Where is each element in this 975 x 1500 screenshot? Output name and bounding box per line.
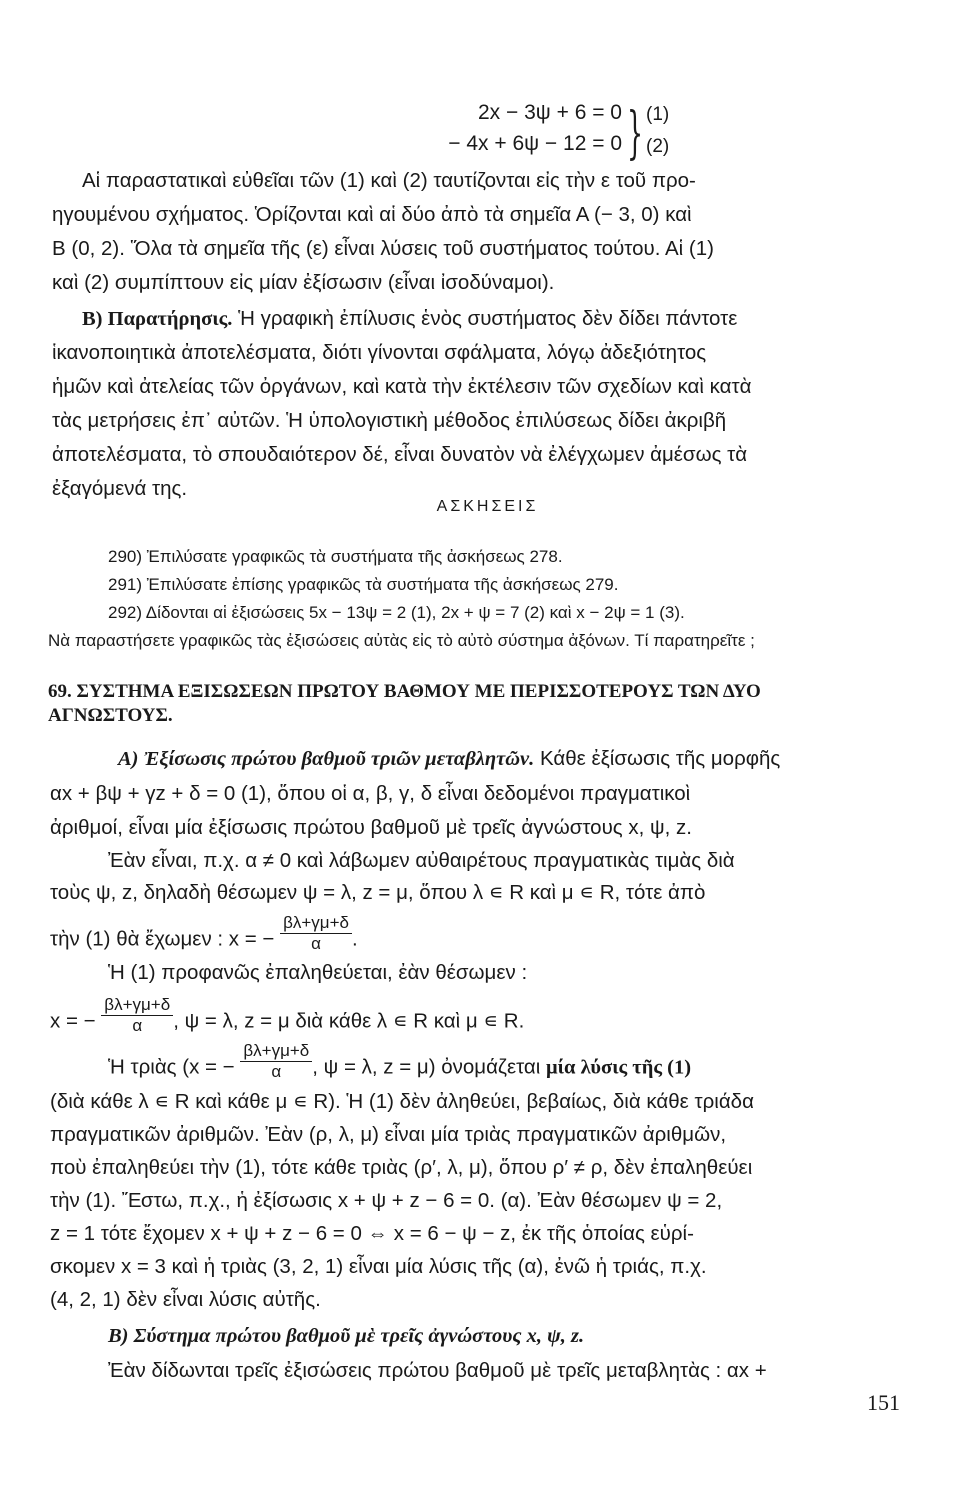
partB-line-1: Ἐὰν δίδωνται τρεῖς ἐξισώσεις πρώτου βαθμοῦ μὲ τρεῖς μεταβλητὰς : αx + — [108, 1359, 767, 1382]
partA-heading: Α) Ἐξίσωσις πρώτου βαθμοῦ τριῶν μεταβλητῶν. — [118, 748, 535, 770]
para2-first: Ἡ γραφικὴ ἐπίλυσις ἑνὸς συστήματος δὲν δίδει πάντοτε — [238, 307, 738, 330]
partA-line-9 — [108, 1041, 692, 1088]
right-brace-icon: } — [627, 101, 644, 166]
para2-line-6: ἐξαγόμενά της. — [52, 477, 188, 500]
para2-line-5: ἀποτελέσματα, τὸ σπουδαιότερον δέ, εἶναι δυνατὸν νὰ ἐλέγχωμεν ἀμέσως τὰ — [52, 443, 748, 466]
para2-line-4: τὰς μετρήσεις ἐπ᾽ αὐτῶν. Ἡ ὑπολογιστικὴ μέθοδος ἐπιλύσεως δίδει ἀκριβῆ — [52, 409, 727, 432]
para1-line-2: ηγουμένου σχήματος. Ὁρίζονται καὶ αἱ δύο ἀπὸ τὰ σημεῖα Α (− 3, 0) καὶ — [52, 203, 692, 226]
equation-system — [300, 100, 700, 170]
partA-line-3: ἀριθμοί, εἶναι μία ἐξίσωσις πρώτου βαθμοῦ μὲ τρεῖς ἀγνώστους x, ψ, z. — [50, 816, 692, 839]
exercises-title: ΑΣΚΗΣΕΙΣ — [436, 498, 539, 515]
exercise-292: 292) Δίδονται αἱ ἐξισώσεις 5x − 13ψ = 2 (1), 2x + ψ = 7 (2) καὶ x − 2ψ = 1 (3). — [108, 603, 685, 622]
fraction-3-denominator: α — [271, 1062, 282, 1081]
partA-line-6 — [50, 913, 358, 960]
para1-line-4: καὶ (2) συμπίπτουν εἰς μίαν ἐξίσωσιν (εἶναι ἰσοδύναμοι). — [52, 271, 555, 294]
partA-line-8 — [50, 995, 525, 1042]
equation-2: − 4x + 6ψ − 12 = 0 — [448, 132, 622, 155]
partA-line-11: πραγματικῶν ἀριθμῶν. Ἐὰν (ρ, λ, μ) εἶναι μία τριὰς πραγματικῶν ἀριθμῶν, — [50, 1123, 727, 1146]
para1-line-1: Αἱ παραστατικαὶ εὐθεῖαι τῶν (1) καὶ (2) ταυτίζονται εἰς τὴν ε τοῦ προ- — [82, 169, 696, 192]
partA-line-5: τοὺς ψ, z, δηλαδὴ θέσωμεν ψ = λ, z = μ, ὅπου λ ∊ R καὶ μ ∊ R, τότε ἀπὸ — [50, 881, 706, 904]
partA-line-8-post: , ψ = λ, z = μ διὰ κάθε λ ∊ R καὶ μ ∊ R. — [173, 1009, 525, 1033]
section-69-heading-line-1: 69. ΣΥΣΤΗΜΑ ΕΞΙΣΩΣΕΩΝ ΠΡΩΤΟΥ ΒΑΘΜΟΥ ΜΕ ΠΕΡΙΣΣΟΤΕΡΟΥΣ ΤΩΝ ΔΥΟ — [48, 681, 761, 702]
fraction-2-numerator: βλ+γμ+δ — [101, 996, 173, 1016]
partA-line-13: τὴν (1). Ἔστω, π.χ., ἡ ἐξίσωσις x + ψ + z − 6 = 0. (α). Ἐὰν θέσωμεν ψ = 2, — [50, 1189, 723, 1212]
fraction-2 — [101, 996, 173, 1036]
partA-line-8-pre: x = − — [50, 1009, 96, 1033]
partA-line-10: (διὰ κάθε λ ∊ R καὶ κάθε μ ∊ R). Ἡ (1) δὲν ἀληθεύει, βεβαίως, διὰ κάθε τριάδα — [50, 1090, 754, 1113]
fraction-3-numerator: βλ+γμ+δ — [240, 1042, 312, 1062]
partA-line-15: σκομεν x = 3 καὶ ἡ τριὰς (3, 2, 1) εἶναι μία λύσις τῆς (α), ἐνῶ ἡ τριάς, π.χ. — [50, 1255, 707, 1278]
para2-line-3: ἡμῶν καὶ ἀτελείας τῶν ὀργάνων, καὶ κατὰ τὴν ἐκτέλεσιν τῶν σχεδίων καὶ κατὰ — [52, 375, 752, 398]
partA-line-7: Ἡ (1) προφανῶς ἐπαληθεύεται, ἐὰν θέσωμεν : — [108, 961, 528, 984]
exercise-291: 291) Ἐπιλύσατε ἐπίσης γραφικῶς τὰ συστήματα τῆς ἀσκήσεως 279. — [108, 575, 619, 594]
section-69-heading-line-2: ΑΓΝΩΣΤΟΥΣ. — [48, 705, 173, 726]
partA-line-2: αx + βψ + γz + δ = 0 (1), ὅπου οἱ α, β, γ, δ εἶναι δεδομένοι πραγματικοὶ — [50, 782, 691, 805]
partA-head-rest: Κάθε ἐξίσωσις τῆς μορφῆς — [539, 747, 781, 770]
exercise-292-cont: Νὰ παραστήσετε γραφικῶς τὰς ἐξισώσεις αὐτὰς εἰς τὸ αὐτὸ σύστημα ἀξόνων. Τί παρατηρεῖτε ; — [48, 631, 755, 650]
para2-line-2: ἱκανοποιητικὰ ἀποτελέσματα, διότι γίνονται σφάλματα, λόγῳ ἀδεξιότητος — [52, 341, 707, 364]
partA-line-1 — [118, 746, 780, 772]
equation-2-label: (2) — [646, 136, 670, 157]
partA-line-4: Ἐὰν εἶναι, π.χ. α ≠ 0 καὶ λάβωμεν αὐθαιρέτους πραγματικὰς τιμὰς διὰ — [108, 849, 735, 872]
partA-line-9-bold: μία λύσις τῆς (1) — [546, 1056, 692, 1079]
equation-1-label: (1) — [646, 104, 670, 125]
fraction-3 — [240, 1042, 312, 1082]
exercise-290: 290) Ἐπιλύσατε γραφικῶς τὰ συστήματα τῆς ἀσκήσεως 278. — [108, 547, 563, 566]
partB-heading: Β) Σύστημα πρώτου βαθμοῦ μὲ τρεῖς ἀγνώστους x, ψ, z. — [108, 1325, 585, 1347]
fraction-1 — [280, 914, 352, 954]
partA-line-9-mid: , ψ = λ, z = μ) ὀνομάζεται — [312, 1055, 541, 1079]
page-number: 151 — [867, 1390, 900, 1415]
fraction-1-numerator: βλ+γμ+δ — [280, 914, 352, 934]
partA-line-6-post: . — [351, 927, 358, 951]
partA-line-9-pre: Ἡ τριὰς (x = − — [108, 1055, 235, 1079]
partA-line-14: z = 1 τότε ἔχομεν x + ψ + z − 6 = 0 ⇔ x = 6 − ψ − z, ἐκ τῆς ὁποίας εὑρί- — [50, 1222, 694, 1245]
partA-line-12: ποὺ ἐπαληθεύει τὴν (1), τότε κάθε τριὰς (ρ′, λ, μ), ὅπου ρ′ ≠ ρ, δὲν ἐπαληθεύει — [50, 1156, 753, 1179]
equation-1: 2x − 3ψ + 6 = 0 — [478, 101, 622, 124]
fraction-1-denominator: α — [311, 934, 321, 953]
partA-line-6-pre: τὴν (1) θὰ ἔχωμεν : x = − — [50, 927, 275, 951]
para2-heading: Β) Παρατήρησις. — [82, 308, 233, 330]
fraction-2-denominator: α — [132, 1016, 143, 1035]
partA-line-16: (4, 2, 1) δὲν εἶναι λύσις αὐτῆς. — [50, 1288, 321, 1311]
para1-line-3: Β (0, 2). Ὅλα τὰ σημεῖα τῆς (ε) εἶναι λύσεις τοῦ συστήματος τούτου. Αἱ (1) — [52, 237, 714, 260]
para2-line-1 — [82, 306, 737, 332]
